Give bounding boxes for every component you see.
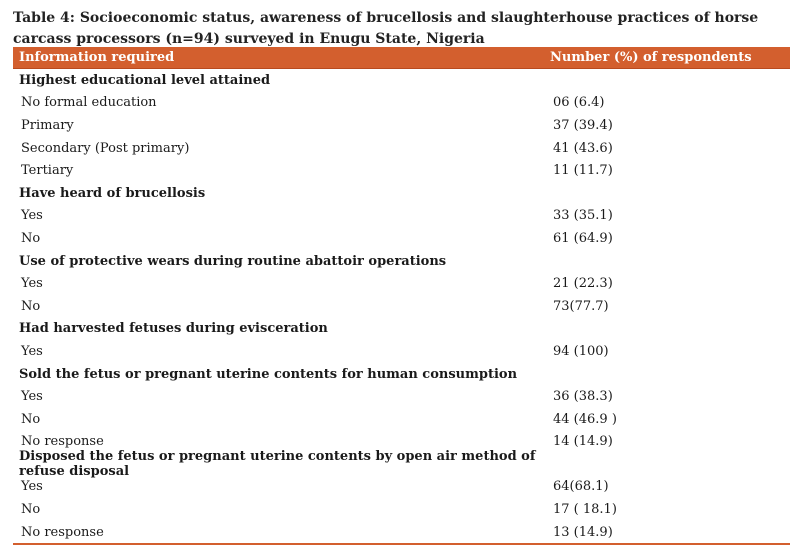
row-value: 94 (100) bbox=[553, 343, 609, 359]
row-label: Yes bbox=[21, 208, 43, 224]
row-label: No bbox=[21, 411, 41, 427]
row-value: 06 (6.4) bbox=[553, 95, 605, 111]
row-value: 37 (39.4) bbox=[553, 117, 613, 133]
section-heading-row bbox=[13, 449, 790, 480]
section-title: Use of protective wears during routine abattoir operations bbox=[19, 253, 447, 269]
row-label: Yes bbox=[21, 276, 43, 292]
row-value: 64(68.1) bbox=[553, 479, 609, 495]
section-title: Have heard of brucellosis bbox=[19, 185, 206, 201]
row-value: 41 (43.6) bbox=[553, 140, 613, 156]
table-row bbox=[13, 498, 790, 521]
section-title: Highest educational level attained bbox=[19, 72, 271, 88]
row-value: 61 (64.9) bbox=[553, 230, 613, 246]
row-label: Yes bbox=[21, 479, 43, 495]
section-heading-row bbox=[13, 363, 790, 386]
row-label: No response bbox=[21, 524, 104, 540]
table-row bbox=[13, 521, 790, 544]
row-value: 36 (38.3) bbox=[553, 389, 613, 405]
section-title: Had harvested fetuses during evisceration bbox=[19, 321, 328, 337]
bottom-rule bbox=[13, 543, 790, 545]
row-value: 44 (46.9 ) bbox=[553, 411, 617, 427]
section-heading-row bbox=[13, 182, 790, 205]
section-heading-row bbox=[13, 318, 790, 341]
row-label: Tertiary bbox=[21, 163, 74, 179]
row-label: No response bbox=[21, 434, 104, 450]
row-label: No formal education bbox=[21, 95, 157, 111]
row-value: 33 (35.1) bbox=[553, 208, 613, 224]
header-information-required: Information required bbox=[19, 50, 175, 65]
row-value: 21 (22.3) bbox=[553, 276, 613, 292]
section-heading-row bbox=[13, 69, 790, 92]
table-row bbox=[13, 92, 790, 115]
section-title: Disposed the fetus or pregnant uterine contents by open air method of refuse disposal bbox=[19, 449, 536, 480]
table-row bbox=[13, 476, 790, 499]
row-label: No bbox=[21, 502, 41, 518]
table-row bbox=[13, 114, 790, 137]
row-value: 73(77.7) bbox=[553, 298, 609, 314]
row-value: 14 (14.9) bbox=[553, 434, 613, 450]
row-label: Secondary (Post primary) bbox=[21, 140, 190, 156]
row-label: No bbox=[21, 298, 41, 314]
section-heading-row bbox=[13, 250, 790, 273]
row-label: Yes bbox=[21, 343, 43, 359]
section-title: Sold the fetus or pregnant uterine contents for human consumption bbox=[19, 366, 518, 382]
row-label: Yes bbox=[21, 389, 43, 405]
table-row bbox=[13, 159, 790, 182]
table-row bbox=[13, 227, 790, 250]
table-row bbox=[13, 205, 790, 228]
row-label: Primary bbox=[21, 117, 74, 133]
row-value: 13 (14.9) bbox=[553, 524, 613, 540]
table-row bbox=[13, 137, 790, 160]
table-body bbox=[13, 69, 790, 543]
table-header bbox=[13, 47, 790, 69]
row-label: No bbox=[21, 230, 41, 246]
header-number-percent: Number (%) of respondents bbox=[550, 50, 752, 65]
table-caption: Table 4: Socioeconomic status, awareness of brucellosis and slaughterhouse practices of horse carcass processors (n=94) surveyed in Enugu State, Nigeria bbox=[13, 10, 759, 47]
row-value: 17 ( 18.1) bbox=[553, 502, 617, 518]
table-row bbox=[13, 272, 790, 295]
data-table bbox=[13, 47, 790, 543]
table-row bbox=[13, 295, 790, 318]
table-row bbox=[13, 340, 790, 363]
table-row bbox=[13, 385, 790, 408]
table-row bbox=[13, 408, 790, 431]
row-value: 11 (11.7) bbox=[553, 163, 613, 179]
